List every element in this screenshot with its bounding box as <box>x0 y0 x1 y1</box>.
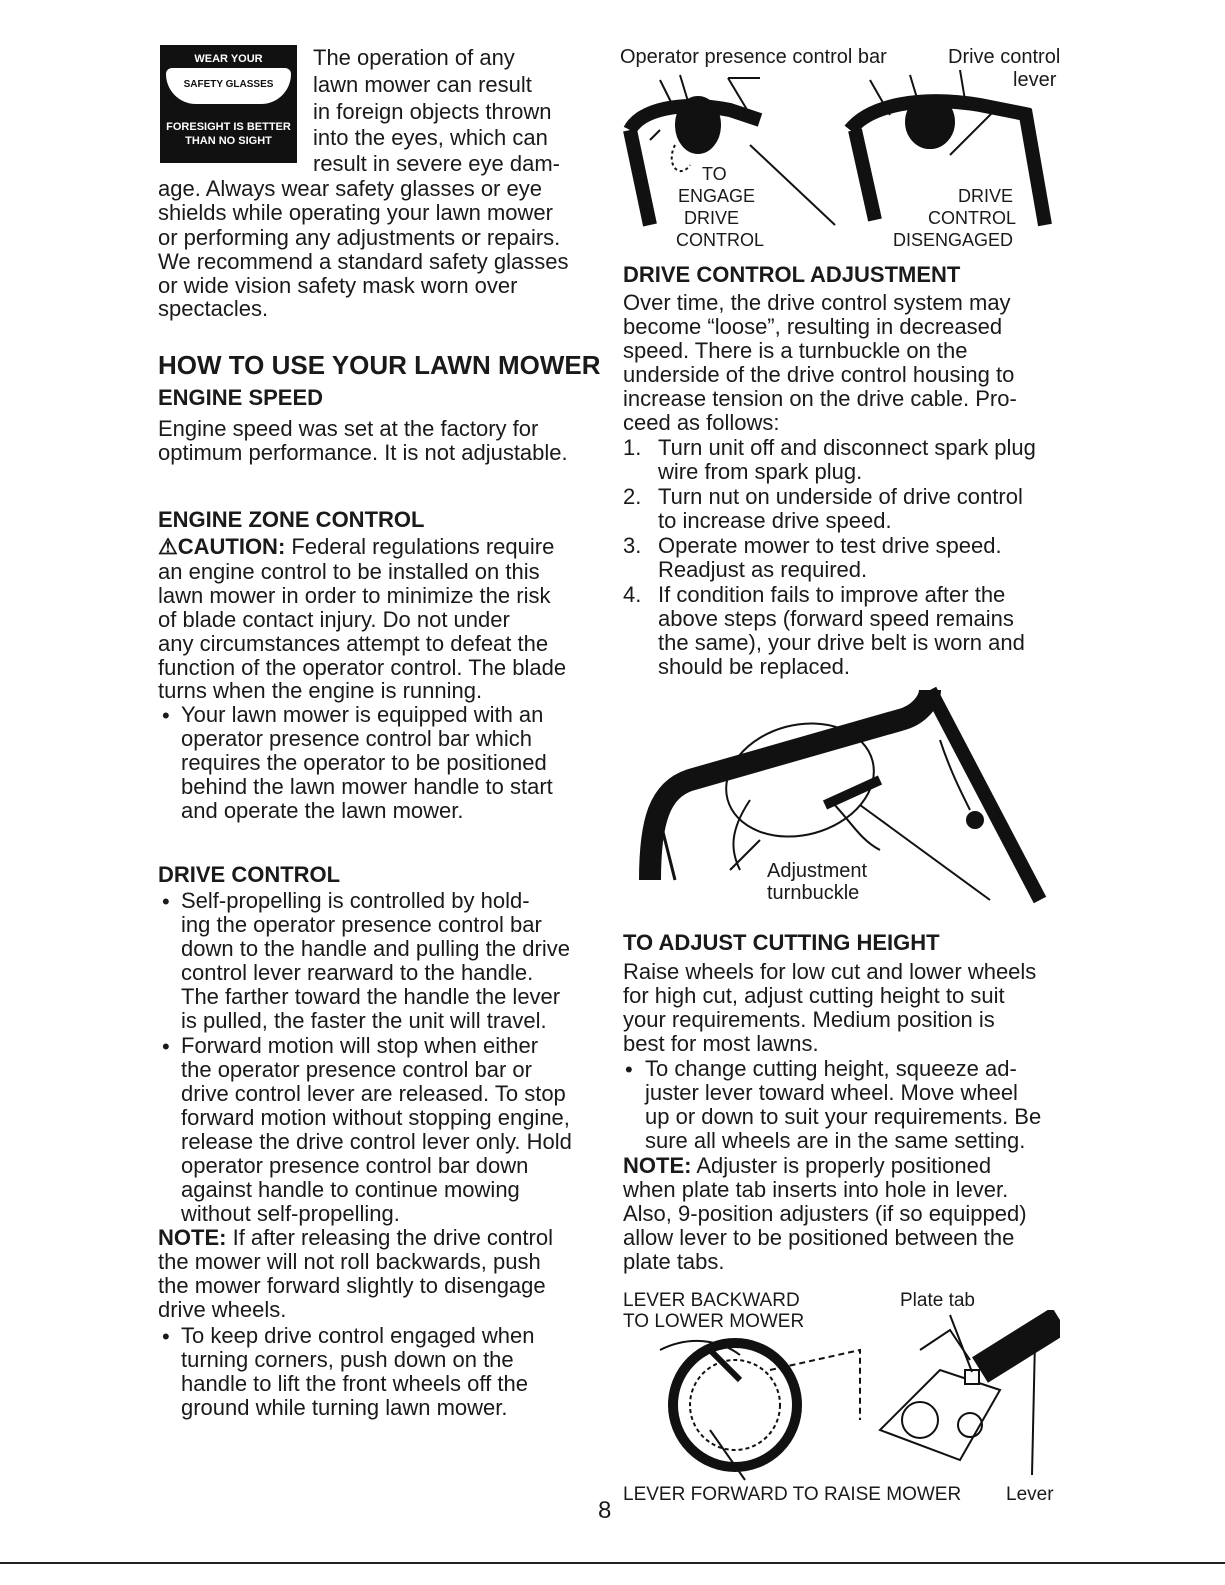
text-line: the same), your drive belt is worn and <box>658 630 1025 655</box>
text-line: down to the handle and pulling the drive <box>181 936 570 961</box>
text-line: to increase drive speed. <box>658 508 892 533</box>
note-line <box>158 1226 553 1249</box>
text-line: If condition fails to improve after the <box>658 582 1006 607</box>
text-line: operator presence control bar down <box>181 1153 529 1178</box>
page-bottom-rule <box>0 1562 1225 1564</box>
text-line: drive wheels. <box>158 1297 287 1322</box>
text-line: lawn mower in order to minimize the risk <box>158 583 551 608</box>
text-line: the mower will not roll backwards, push <box>158 1249 541 1274</box>
text-line: for high cut, adjust cutting height to suit <box>623 983 1005 1008</box>
text-line: underside of the drive control housing to <box>623 362 1015 387</box>
note-label: NOTE: <box>158 1225 227 1250</box>
engage-label: CONTROL <box>676 230 765 250</box>
engage-label: ENGAGE <box>678 186 756 206</box>
text-line: plate tabs. <box>623 1249 725 1274</box>
engage-label: DRIVE <box>684 208 740 228</box>
text-line: wire from spark plug. <box>658 459 863 484</box>
text-line: speed. There is a turnbuckle on the <box>623 338 968 363</box>
engine-speed-heading: ENGINE SPEED <box>158 385 324 410</box>
text-line: result in severe eye dam- <box>313 151 560 176</box>
step-number: 1. <box>623 435 642 460</box>
text-line: Operate mower to test drive speed. <box>658 533 1002 558</box>
text-line: release the drive control lever only. Hold <box>181 1129 572 1154</box>
badge-line-1: WEAR YOUR <box>194 53 263 65</box>
text-line: behind the lawn mower handle to start <box>181 774 553 799</box>
text-line: or wide vision safety mask worn over <box>158 273 518 298</box>
label-control-bar: Operator presence control bar <box>620 46 887 68</box>
note-first-line: If after releasing the drive control <box>232 1225 553 1250</box>
text-line: your requirements. Medium position is <box>623 1007 995 1032</box>
text-line: without self-propelling. <box>181 1201 400 1226</box>
text-line: or performing any adjustments or repairs. <box>158 225 561 250</box>
text-line: drive control lever are released. To stop <box>181 1081 566 1106</box>
cutting-height-heading: TO ADJUST CUTTING HEIGHT <box>623 930 940 955</box>
text-line: spectacles. <box>158 296 269 321</box>
lever-forward-label: LEVER FORWARD TO RAISE MOWER <box>623 1484 962 1505</box>
label-drive-lever: Drive control <box>948 46 1061 68</box>
text-line: the operator presence control bar or <box>181 1057 532 1082</box>
lever-backward-label: TO LOWER MOWER <box>623 1311 805 1332</box>
note-line <box>623 1154 991 1177</box>
text-line: The farther toward the handle the lever <box>181 984 561 1009</box>
text-line: Readjust as required. <box>658 557 868 582</box>
text-line: control lever rearward to the handle. <box>181 960 534 985</box>
text-line: an engine control to be installed on this <box>158 559 540 584</box>
text-line: best for most lawns. <box>623 1031 819 1056</box>
text-line: Also, 9-position adjusters (if so equipped) <box>623 1201 1027 1226</box>
bullet-icon: • <box>162 889 170 914</box>
turnbuckle-label: turnbuckle <box>767 882 860 904</box>
text-line: is pulled, the faster the unit will travel. <box>181 1008 547 1033</box>
safety-glasses-icon <box>166 68 291 104</box>
text-line: We recommend a standard safety glasses <box>158 249 569 274</box>
text-line: Your lawn mower is equipped with an <box>181 702 544 727</box>
disengage-label: CONTROL <box>928 208 1017 228</box>
badge-line-4: THAN NO SIGHT <box>185 135 272 147</box>
text-line: Turn nut on underside of drive control <box>658 484 1023 509</box>
step-number: 2. <box>623 484 642 509</box>
caution-label: CAUTION: <box>177 534 286 559</box>
text-line: shields while operating your lawn mower <box>158 200 553 225</box>
text-line: should be replaced. <box>658 654 851 679</box>
text-line: up or down to suit your requirements. Be <box>645 1104 1042 1129</box>
text-line: ceed as follows: <box>623 410 780 435</box>
text-line: Turn unit off and disconnect spark plug <box>658 435 1036 460</box>
drive-control-heading: DRIVE CONTROL <box>158 862 341 887</box>
bullet-icon: • <box>162 1324 170 1349</box>
text-line: optimum performance. It is not adjustable. <box>158 440 568 465</box>
note-label: NOTE: <box>623 1153 692 1178</box>
page-number: 8 <box>598 1497 612 1524</box>
step-number: 3. <box>623 533 642 558</box>
text-line: Self-propelling is controlled by hold- <box>181 888 530 913</box>
text-line: any circumstances attempt to defeat the <box>158 631 549 656</box>
text-line: allow lever to be positioned between the <box>623 1225 1015 1250</box>
bullet-icon: • <box>162 1034 170 1059</box>
badge-line-3: FORESIGHT IS BETTER <box>166 121 291 133</box>
text-line: Raise wheels for low cut and lower wheels <box>623 959 1037 984</box>
text-line: To keep drive control engaged when <box>181 1323 535 1348</box>
text-line: become “loose”, resulting in decreased <box>623 314 1003 339</box>
text-line: the mower forward slightly to disengage <box>158 1273 546 1298</box>
text-line: Engine speed was set at the factory for <box>158 416 539 441</box>
lever-backward-label: LEVER BACKWARD <box>623 1290 800 1311</box>
text-line: ing the operator presence control bar <box>181 912 542 937</box>
adjustment-label: Adjustment <box>767 860 868 882</box>
text-line: age. Always wear safety glasses or eye <box>158 176 542 201</box>
text-line: in foreign objects thrown <box>313 99 552 124</box>
caution-first-line: Federal regulations require <box>291 534 555 559</box>
drive-adjustment-heading: DRIVE CONTROL ADJUSTMENT <box>623 262 961 287</box>
note-first-line: Adjuster is properly positioned <box>696 1153 992 1178</box>
caution-line <box>158 535 554 558</box>
text-line: turning corners, push down on the <box>181 1347 514 1372</box>
text-line: when plate tab inserts into hole in lever. <box>623 1177 1009 1202</box>
text-line: function of the operator control. The blade <box>158 655 567 680</box>
text-line: of blade contact injury. Do not under <box>158 607 510 632</box>
safety-glasses-badge <box>160 45 297 163</box>
cutting-height-illustration <box>620 1310 1060 1485</box>
plate-tab-label: Plate tab <box>900 1290 975 1311</box>
disengage-label: DISENGAGED <box>893 230 1014 250</box>
badge-line-2: SAFETY GLASSES <box>183 79 274 90</box>
text-line: requires the operator to be positioned <box>181 750 547 775</box>
text-line: ground while turning lawn mower. <box>181 1395 508 1420</box>
text-line: sure all wheels are in the same setting. <box>645 1128 1026 1153</box>
caution-triangle-icon: ⚠ <box>158 534 178 559</box>
text-line: and operate the lawn mower. <box>181 798 464 823</box>
lever-label: Lever <box>1006 1484 1054 1505</box>
text-line: Forward motion will stop when either <box>181 1033 539 1058</box>
text-line: above steps (forward speed remains <box>658 606 1014 631</box>
disengage-label: DRIVE <box>958 186 1014 206</box>
text-line: into the eyes, which can <box>313 125 548 150</box>
text-line: against handle to continue mowing <box>181 1177 520 1202</box>
bullet-icon: • <box>625 1057 633 1082</box>
text-line: lawn mower can result <box>313 72 532 97</box>
step-number: 4. <box>623 582 642 607</box>
text-line: forward motion without stopping engine, <box>181 1105 570 1130</box>
text-line: operator presence control bar which <box>181 726 532 751</box>
engage-label: TO <box>702 164 727 184</box>
engine-zone-heading: ENGINE ZONE CONTROL <box>158 507 425 532</box>
text-line: increase tension on the drive cable. Pro- <box>623 386 1017 411</box>
text-line: To change cutting height, squeeze ad- <box>645 1056 1017 1081</box>
text-line: juster lever toward wheel. Move wheel <box>645 1080 1018 1105</box>
text-line: The operation of any <box>313 45 515 70</box>
how-to-heading: HOW TO USE YOUR LAWN MOWER <box>158 350 601 380</box>
text-line: Over time, the drive control system may <box>623 290 1011 315</box>
text-line: handle to lift the front wheels off the <box>181 1371 528 1396</box>
label-drive-lever-2: lever <box>1013 69 1057 91</box>
text-line: turns when the engine is running. <box>158 678 483 703</box>
bullet-icon: • <box>162 703 170 728</box>
